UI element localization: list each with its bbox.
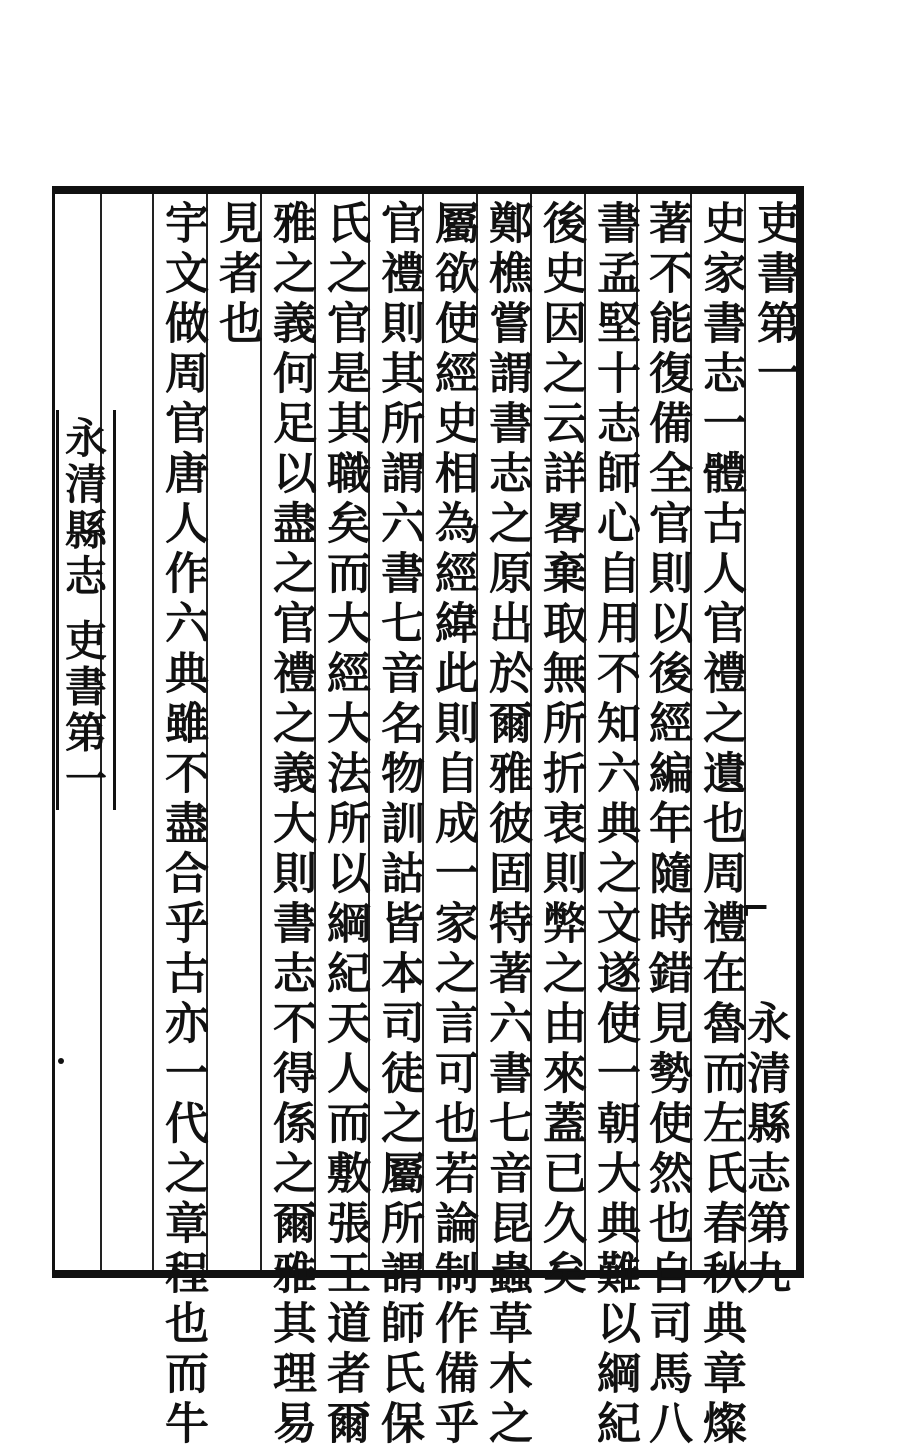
text-column: 宇文做周官唐人作六典雖不盡合乎古亦一代之章程也而牛 bbox=[157, 200, 208, 1450]
column-title: 吏書第一 bbox=[749, 200, 800, 400]
text-column: 後史因之云詳畧棄取無所折衷則弊之由來蓋已久矣 bbox=[535, 200, 586, 1300]
text-column: 氏之官是其職矣而大經大法所以綱紀天人而敷張王道者爾 bbox=[319, 200, 370, 1450]
text-column: 著不能復備全官則以後經編年隨時錯見勢使然也自司馬八 bbox=[641, 200, 692, 1450]
text-column: 書孟堅十志師心自用不知六典之文遂使一朝大典難以綱紀 bbox=[589, 200, 640, 1450]
border-left bbox=[52, 186, 55, 1278]
text-column: 屬欲使經史相為經緯此則自成一家之言可也若論制作備乎 bbox=[427, 200, 478, 1450]
text-column: 官禮則其所謂六書七音名物訓詁皆本司徒之屬所謂師氏保 bbox=[373, 200, 424, 1450]
fishtail-mark: ⌐ bbox=[740, 888, 771, 930]
ink-dot bbox=[58, 1058, 64, 1064]
volume-label: 永清縣志第九 bbox=[739, 1000, 790, 1300]
spine-title: 永清縣志 吏書第一 bbox=[59, 416, 108, 803]
text-column: 雅之義何足以盡之官禮之義大則書志不得係之爾雅其理易 bbox=[265, 200, 316, 1450]
text-column: 鄭樵嘗謂書志之原出於爾雅彼固特著六書七音昆蟲草木之 bbox=[481, 200, 532, 1450]
text-column: 史家書志一體古人官禮之遺也周禮在魯而左氏春秋典章燦 bbox=[695, 200, 746, 1450]
border-top bbox=[52, 186, 804, 194]
text-column: 見者也 bbox=[211, 200, 262, 350]
